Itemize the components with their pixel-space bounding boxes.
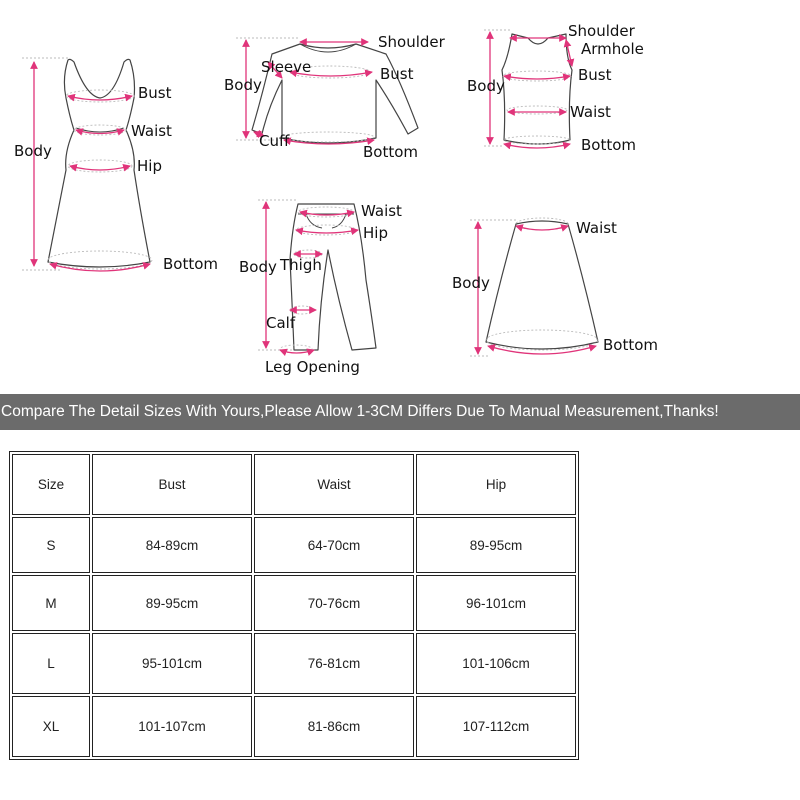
table-row [12, 517, 576, 573]
top-diagram [224, 33, 446, 161]
cell-waist: 64-70cm [254, 517, 414, 573]
vest-shoulder-label: Shoulder [568, 22, 635, 40]
cell-bust: 89-95cm [92, 575, 252, 631]
pants-hip-label: Hip [363, 224, 388, 242]
dress-hip-label: Hip [137, 157, 162, 175]
measurement-note-banner [0, 394, 800, 430]
vest-bottom-measure [504, 144, 570, 148]
pants-leg-opening-label: Leg Opening [265, 358, 360, 376]
dress-diagram [14, 58, 218, 273]
dress-body-label: Body [14, 142, 52, 160]
pants-thigh-label: Thigh [280, 256, 322, 274]
cell-waist: 70-76cm [254, 575, 414, 631]
dress-bottom-label: Bottom [163, 255, 219, 273]
dress-bust-label: Bust [138, 84, 172, 102]
top-body-label: Body [224, 76, 262, 94]
vest-bust-label: Bust [578, 66, 612, 84]
cell-size: M [12, 575, 90, 631]
table-row [12, 633, 576, 694]
cell-hip: 101-106cm [416, 633, 576, 694]
vest-waist-label: Waist [570, 103, 611, 121]
skirt-body-label: Body [452, 274, 490, 292]
dress-waist-label: Waist [131, 122, 172, 140]
vest-diagram [467, 22, 644, 154]
skirt-waist-label: Waist [576, 219, 617, 237]
pants-body-label: Body [239, 258, 277, 276]
vest-outline [502, 34, 572, 144]
cell-bust: 101-107cm [92, 696, 252, 757]
table-row [12, 575, 576, 631]
cell-size: S [12, 517, 90, 573]
dress-outline [48, 59, 150, 267]
top-bust-label: Bust [380, 65, 414, 83]
cell-waist: 81-86cm [254, 696, 414, 757]
skirt-outline [486, 221, 598, 349]
header-size: Size [12, 454, 90, 515]
cell-hip: 96-101cm [416, 575, 576, 631]
vest-body-label: Body [467, 77, 505, 95]
measurement-guide [0, 0, 800, 392]
vest-armhole-label: Armhole [581, 40, 644, 58]
skirt-diagram [452, 218, 658, 356]
cell-size: XL [12, 696, 90, 757]
cell-hip: 89-95cm [416, 517, 576, 573]
vest-bottom-label: Bottom [581, 136, 637, 154]
pants-diagram [239, 200, 402, 376]
measurement-note-text: Compare The Detail Sizes With Yours,Please Allow 1-3CM Differs Due To Manual Measurement,Thanks! [1, 403, 719, 420]
header-bust: Bust [92, 454, 252, 515]
top-cuff-label: Cuff [259, 132, 290, 150]
top-bottom-label: Bottom [363, 143, 419, 161]
cell-size: L [12, 633, 90, 694]
size-chart-table [9, 451, 579, 760]
top-shoulder-label: Shoulder [378, 33, 445, 51]
cell-bust: 84-89cm [92, 517, 252, 573]
cell-waist: 76-81cm [254, 633, 414, 694]
cell-bust: 95-101cm [92, 633, 252, 694]
top-sleeve-label: Sleeve [261, 58, 312, 76]
skirt-bottom-label: Bottom [603, 336, 659, 354]
header-hip: Hip [416, 454, 576, 515]
table-row [12, 696, 576, 757]
pants-waist-label: Waist [361, 202, 402, 220]
header-waist: Waist [254, 454, 414, 515]
pants-calf-label: Calf [266, 314, 296, 332]
cell-hip: 107-112cm [416, 696, 576, 757]
table-header-row [12, 454, 576, 515]
